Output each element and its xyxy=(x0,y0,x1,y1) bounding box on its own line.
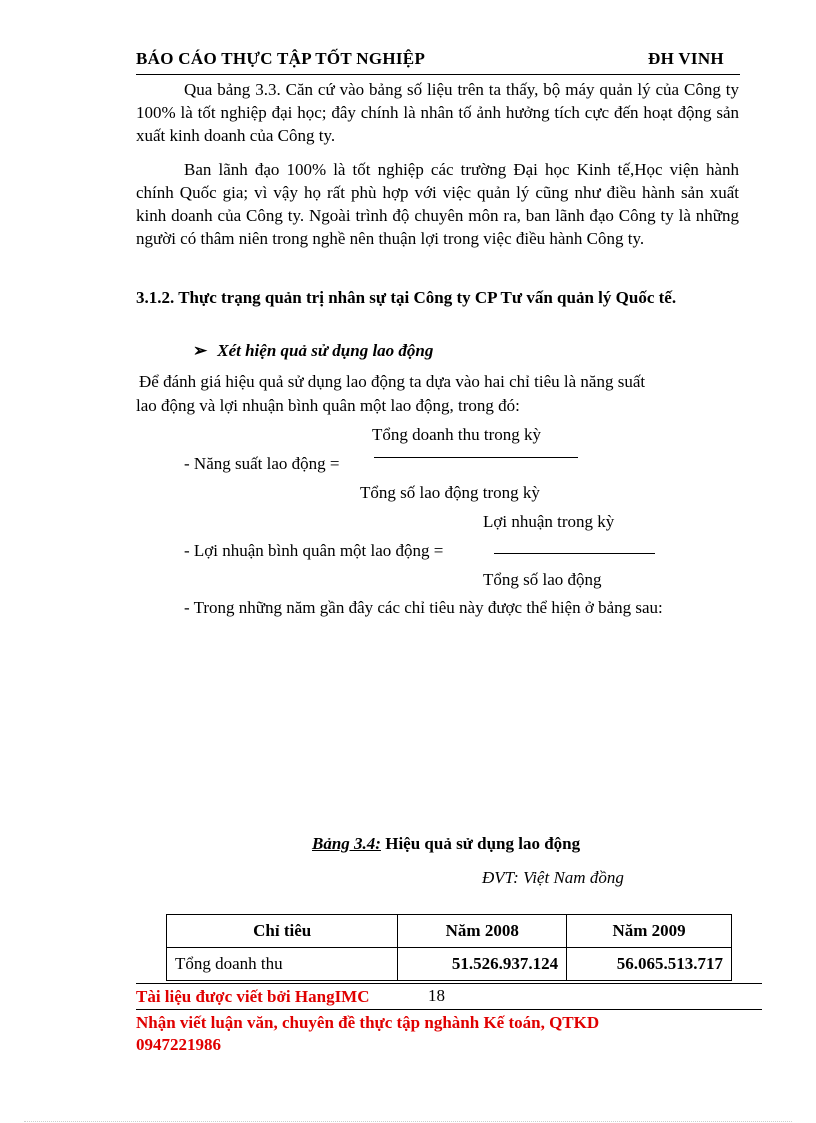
bullet-heading xyxy=(193,341,433,361)
page-number: 18 xyxy=(428,986,445,1005)
header-divider xyxy=(136,74,740,75)
table-unit: ĐVT: Việt Nam đồng xyxy=(482,868,624,887)
table-row xyxy=(167,948,732,981)
labor-efficiency-table xyxy=(166,914,732,981)
footer-phone: 0947221986 xyxy=(136,1035,221,1054)
paragraph-1: Qua bảng 3.3. Căn cứ vào bảng số liệu trên ta thấy, bộ máy quản lý của Công ty 100% là tốt nghiệp đại học; đây chính là nhân tố ảnh hưởng tích cực đến hoạt động sản xuất kinh doanh của Công ty. xyxy=(136,80,739,145)
table-cell: 51.526.937.124 xyxy=(398,948,567,981)
table-cell: 56.065.513.717 xyxy=(567,948,732,981)
bullet-heading-text: Xét hiện quả sử dụng lao động xyxy=(217,341,434,360)
table-caption-label: Bảng 3.4: xyxy=(312,834,381,853)
column-header: Chỉ tiêu xyxy=(167,915,398,948)
header-title: BÁO CÁO THỰC TẬP TỐT NGHIỆP xyxy=(136,49,426,68)
formula1-fraction-bar xyxy=(374,457,578,458)
footer-service: Nhận viết luận văn, chuyên đề thực tập nghành Kế toán, QTKD xyxy=(136,1013,600,1032)
paragraph-2: Ban lãnh đạo 100% là tốt nghiệp các trường Đại học Kinh tế,Học viện hành chính Quốc gia; vì vậy họ rất phù hợp với việc quản lý cũng như điều hành sản xuất kinh doanh của Công ty. Ngoài trình độ chuyên môn ra, ban lãnh đạo Công ty là những người có thâm niên trong nghề nên thuận lợi trong việc điều hành Công ty. xyxy=(136,160,739,248)
table-caption-text: Hiệu quả sử dụng lao động xyxy=(385,834,581,853)
column-header: Năm 2008 xyxy=(398,915,567,948)
footer-divider-bottom xyxy=(136,1009,762,1010)
formula1-denominator: Tổng số lao động trong kỳ xyxy=(360,483,540,502)
intro-line-2: lao động và lợi nhuận bình quân một lao động, trong đó: xyxy=(136,396,520,415)
arrow-bullet-icon: ➢ xyxy=(193,341,208,360)
section-title: 3.1.2. Thực trạng quản trị nhân sự tại Công ty CP Tư vấn quản lý Quốc tế. xyxy=(136,288,677,307)
table-header-row xyxy=(167,915,732,948)
formula2-denominator: Tổng số lao động xyxy=(483,570,602,589)
closing-line: - Trong những năm gần đây các chỉ tiêu này được thể hiện ở bảng sau: xyxy=(184,598,663,617)
footer-author: Tài liệu được viết bởi HangIMC xyxy=(136,987,370,1006)
footer-divider-top xyxy=(136,983,762,984)
formula2-fraction-bar xyxy=(494,553,655,554)
formula2-numerator: Lợi nhuận trong kỳ xyxy=(483,512,615,531)
formula2-label: - Lợi nhuận bình quân một lao động = xyxy=(184,541,444,560)
header-university: ĐH VINH xyxy=(648,49,724,68)
table-caption xyxy=(312,834,580,854)
formula1-numerator: Tổng doanh thu trong kỳ xyxy=(372,425,542,444)
intro-line-1: Để đánh giá hiệu quả sử dụng lao động ta dựa vào hai chỉ tiêu là năng suất xyxy=(139,372,646,391)
formula1-label: - Năng suất lao động = xyxy=(184,454,340,473)
column-header: Năm 2009 xyxy=(567,915,732,948)
page-bottom-edge xyxy=(24,1121,792,1122)
table-cell: Tổng doanh thu xyxy=(167,948,398,981)
